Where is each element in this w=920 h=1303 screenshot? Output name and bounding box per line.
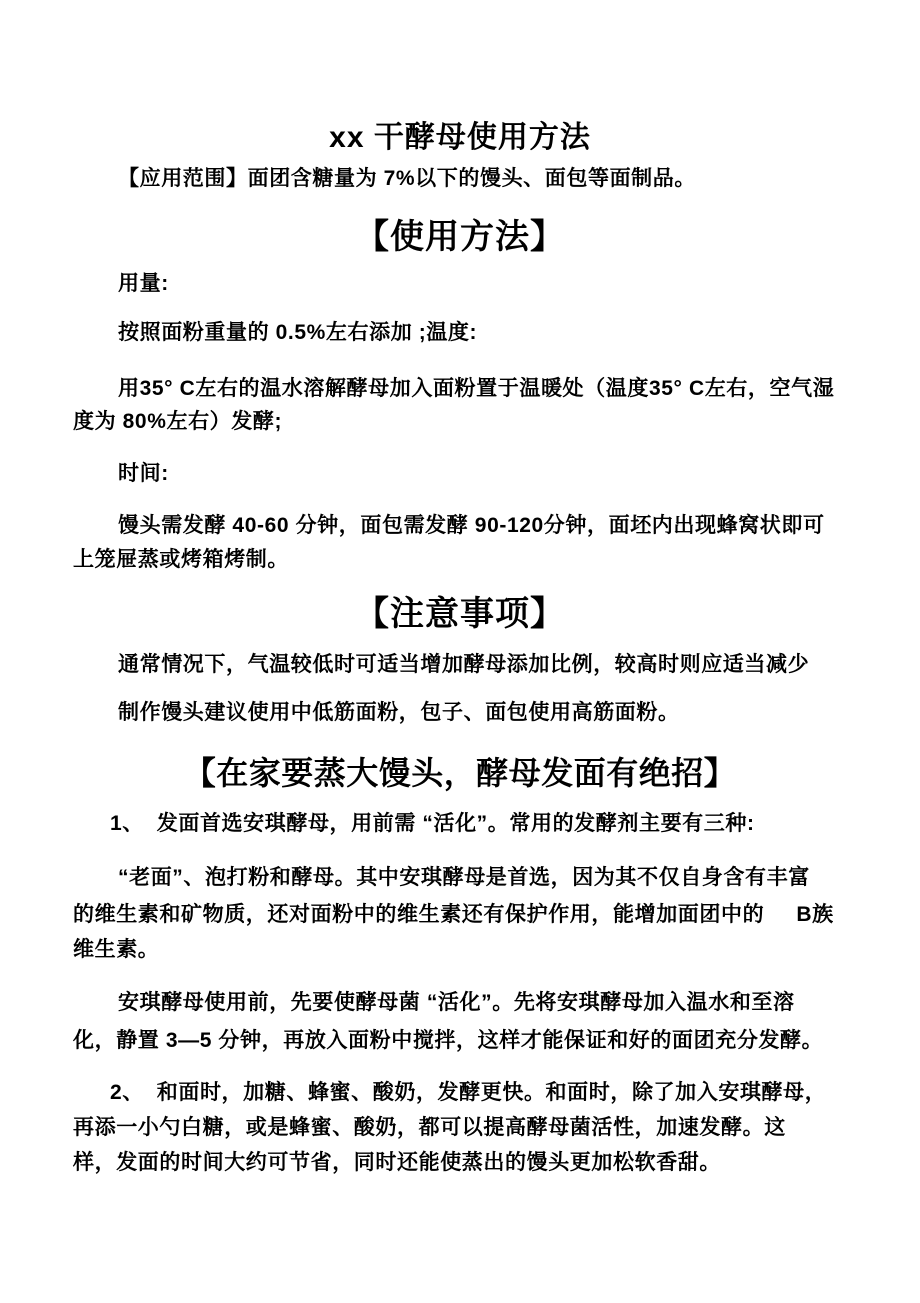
paragraph-activation-2: 化，静置 3—5 分钟，再放入面粉中搅拌，这样才能保证和好的面团充分发酵。 (73, 1029, 824, 1052)
paragraph-tip1-line4: 维生素。 (73, 938, 160, 961)
paragraph-time-2: 上笼屉蒸或烤箱烤制。 (73, 548, 289, 571)
paragraph-tip1-line2: “老面”、泡打粉和酵母。其中安琪酵母是首选，因为其不仅自身含有丰富 (118, 866, 810, 889)
paragraph-temperature-2: 度为 80%左右）发酵; (73, 410, 283, 433)
paragraph-note-1: 通常情况下，气温较低时可适当增加酵母添加比例，较高时则应适当减少 (118, 653, 810, 676)
paragraph-tip1-line1: 1、 发面首选安琪酵母，用前需 “活化”。常用的发酵剂主要有三种: (110, 812, 755, 835)
paragraph-time-label: 时间: (118, 462, 169, 485)
paragraph-tip2-line2: 再添一小勺白糖，或是蜂蜜、酸奶，都可以提高酵母菌活性，加速发酵。这 (73, 1116, 786, 1139)
paragraph-temperature-1: 用35° C左右的温水溶解酵母加入面粉置于温暖处（温度35° C左右，空气湿 (118, 377, 835, 400)
paragraph-dosage-label: 用量: (118, 272, 169, 295)
paragraph-tip1-line3: 的维生素和矿物质，还对面粉中的维生素还有保护作用，能增加面团中的 B族 (73, 903, 834, 926)
paragraph-tip2-line3: 样，发面的时间大约可节省，同时还能使蒸出的馒头更加松软香甜。 (73, 1151, 721, 1174)
paragraph-activation-1: 安琪酵母使用前，先要使酵母菌 “活化”。先将安琪酵母加入温水和至溶 (118, 991, 795, 1014)
section-heading-usage: 【使用方法】 (355, 218, 565, 256)
section-heading-tips: 【在家要蒸大馒头，酵母发面有绝招】 (183, 755, 737, 791)
doc-title: xx 干酵母使用方法 (329, 121, 591, 154)
paragraph-dosage: 按照面粉重量的 0.5%左右添加 ;温度: (118, 321, 478, 344)
paragraph-application-scope: 【应用范围】面团含糖量为 7%以下的馒头、面包等面制品。 (118, 167, 696, 190)
paragraph-tip2-line1: 2、 和面时，加糖、蜂蜜、酸奶，发酵更快。和面时，除了加入安琪酵母， (110, 1081, 827, 1104)
paragraph-time-1: 馒头需发酵 40-60 分钟，面包需发酵 90-120分钟，面坯内出现蜂窝状即可 (118, 514, 825, 537)
section-heading-notes: 【注意事项】 (355, 595, 565, 633)
paragraph-note-2: 制作馒头建议使用中低筋面粉，包子、面包使用高筋面粉。 (118, 701, 680, 724)
